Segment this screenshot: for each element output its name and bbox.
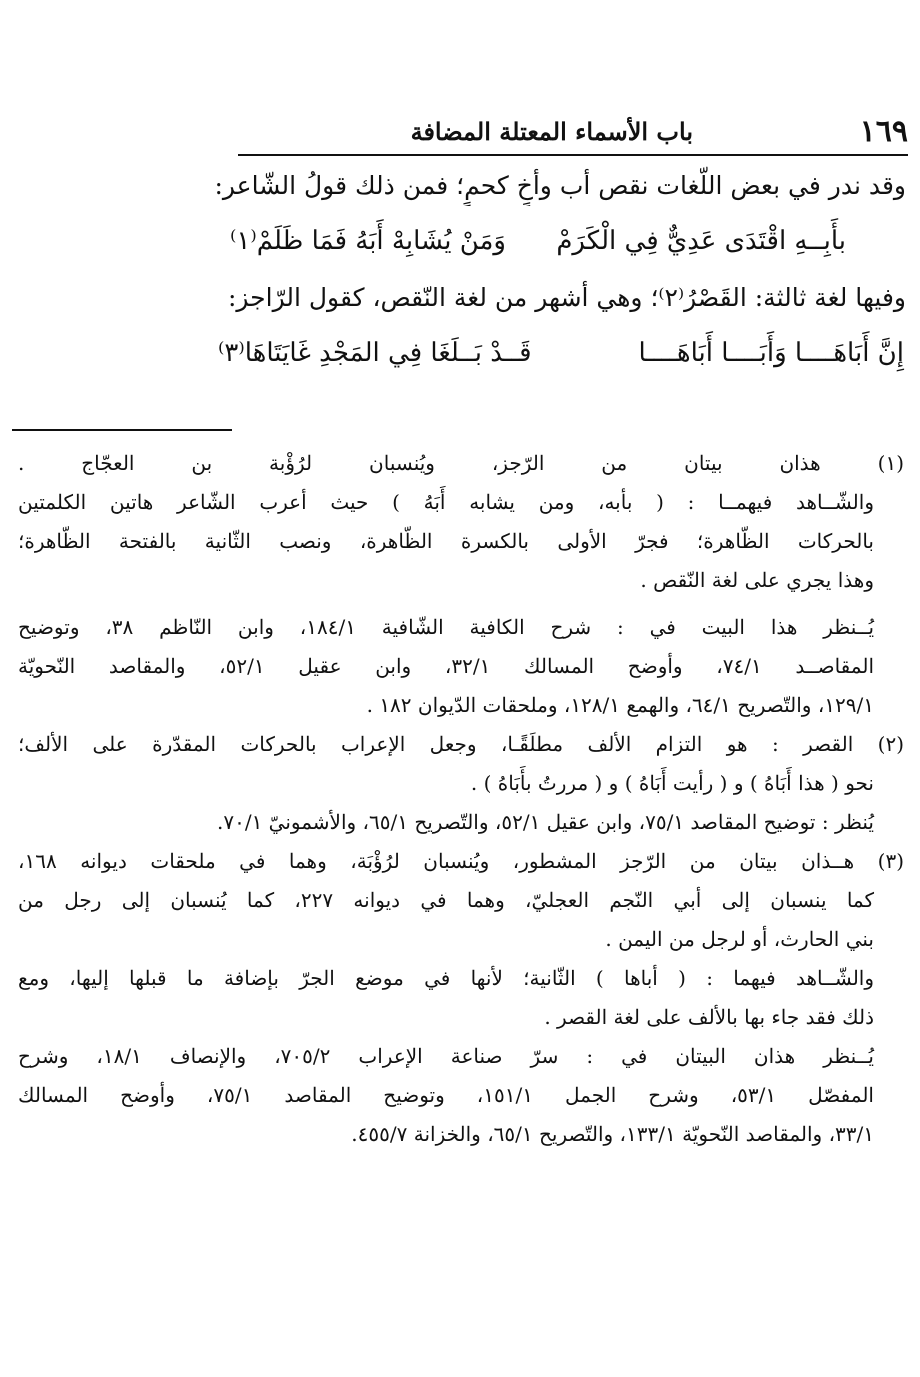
- page-header: [238, 112, 908, 156]
- paragraph-third-dialect: وفيها لغة ثالثة: القَصْرُ⁽٢⁾؛ وهي أشهر من لغة النّقص، كقول الرّاجز:: [227, 283, 906, 312]
- footnotes: [18, 444, 904, 1154]
- footnote-separator: [12, 429, 232, 431]
- footnote-3-line-4: والشّــاهد فيهما : ( أباها ) الثّانية؛ لأنها في موضع الجرّ بإضافة ما قبلها إليها، ومع: [18, 966, 874, 990]
- footnote-2: [18, 725, 904, 842]
- footnote-3-line-6: يُــنظر هذان البيتان في : سرّ صناعة الإعراب ٧٠٥/٢، والإنصاف ١٨/١، وشرح: [18, 1044, 874, 1068]
- footnote-3-line-5: ذلك فقد جاء بها بالألف على لغة القصر .: [544, 1005, 874, 1029]
- footnote-3-line-1: (٣) هــذان بيتان من الرّجز المشطور، ويُنسبان لرُؤْبَة، وهما في ملحقات ديوانه ١٦٨،: [18, 849, 904, 873]
- verse-1-first-hemistich: بأَبِــهِ اقْتَدَى عَدِيٌّ فِي الْكَرَمْ: [556, 226, 846, 256]
- footnote-1-line-4: وهذا يجري على لغة النّقص .: [640, 568, 874, 592]
- verse-2-second-hemistich: قَــدْ بَــلَغَا فِي المَجْدِ غَايَتَاهَا⁽٣⁾: [218, 338, 532, 368]
- header-rule: [238, 154, 908, 156]
- paragraph-intro: وقد ندر في بعض اللّغات نقص أب وأخٍ كحمٍ؛ فمن ذلك قولُ الشّاعر:: [214, 171, 906, 200]
- running-title: باب الأسماء المعتلة المضافة: [410, 117, 693, 146]
- footnote-1-line-1: (١) هذان بيتان من الرّجز، ويُنسبان لرُؤْبة بن العجّاج .: [18, 451, 904, 475]
- footnote-3: [18, 842, 904, 1154]
- footnote-3-line-2: كما ينسبان إلى أبي النّجم العجليّ، وهما في ديوانه ٢٢٧، كما يُنسبان إلى رجل من: [18, 888, 875, 912]
- footnote-3-line-8: ٣٣/١، والمقاصد النّحويّة ١٣٣/١، والتّصريح ٦٥/١، والخزانة ٤٥٥/٧.: [351, 1122, 874, 1146]
- footnote-2-line-2: نحو ( هذا أَبَاهُ ) و ( رأيت أَبَاهُ ) و ( مررتُ بأَبَاهُ ) .: [470, 771, 874, 795]
- page-number: ١٦٩: [859, 114, 908, 149]
- footnote-1-line-5: يُــنظر هذا البيت في : شرح الكافية الشّافية ١٨٤/١، وابن النّاظم ٣٨، وتوضيح: [18, 615, 875, 639]
- footnote-2-line-1: (٢) القصر : هو التزام الألف مطلَقًـا، وجعل الإعراب بالحركات المقدّرة على الألف؛: [18, 732, 904, 756]
- footnote-3-line-3: بني الحارث، أو لرجل من اليمن .: [605, 927, 874, 951]
- footnote-1-line-6: المقاصــد ٧٤/١، وأوضح المسالك ٣٢/١، وابن عقيل ٥٢/١، والمقاصد النّحويّة: [18, 654, 875, 678]
- verse-2-first-hemistich: إِنَّ أَبَاهَــــا وَأَبَــــا أَبَاهَــــا: [638, 338, 904, 368]
- footnote-1-line-3: بالحركات الظّاهرة؛ فجرّ الأولى بالكسرة الظّاهرة، ونصب الثّانية بالفتحة الظّاهرة؛: [18, 529, 874, 553]
- footnote-1-line-7: ١٢٩/١، والتّصريح ٦٤/١، والهمع ١٢٨/١، وملحقات الدّيوان ١٨٢ .: [366, 693, 874, 717]
- footnote-1: [18, 444, 904, 725]
- footnote-2-line-3: يُنظر : توضيح المقاصد ٧٥/١، وابن عقيل ٥٢/١، والتّصريح ٦٥/١، والأشمونيّ ٧٠/١.: [216, 810, 874, 834]
- verse-2: [18, 332, 906, 374]
- footnote-3-line-7: المفصّل ٥٣/١، وشرح الجمل ١٥١/١، وتوضيح المقاصد ٧٥/١، وأوضح المسالك: [18, 1083, 874, 1107]
- verse-1-second-hemistich: وَمَنْ يُشَابِهْ أَبَهُ فَمَا ظَلَمْ⁽١⁾: [230, 226, 506, 256]
- main-text: [18, 166, 906, 390]
- footnote-1-line-2: والشّــاهد فيهمــا : ( بأبه، ومن يشابه أَبَهُ ) حيث أعرب الشّاعر هاتين الكلمتين: [18, 490, 874, 514]
- verse-1: [18, 220, 906, 262]
